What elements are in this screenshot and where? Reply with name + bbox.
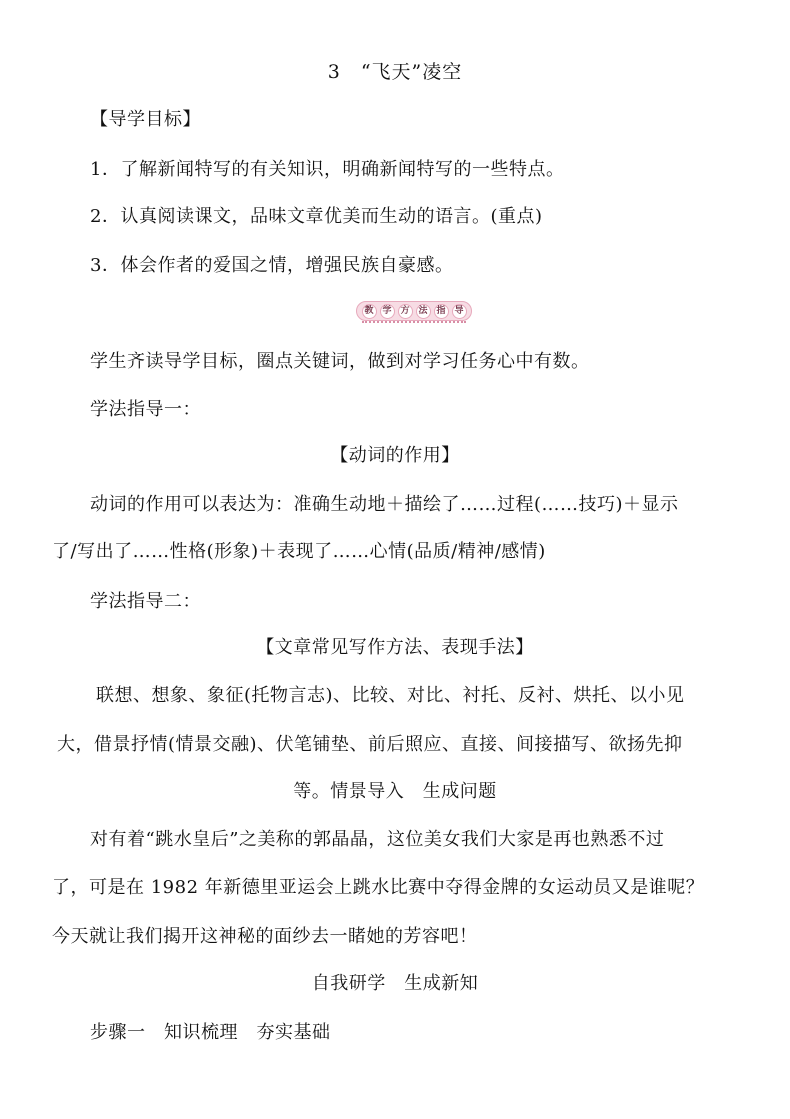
badge-char: 方 <box>398 304 413 319</box>
page-title: 3 “飞天”凌空 <box>327 61 463 83</box>
goal-item-3: 3．体会作者的爱国之情，增强民族自豪感。 <box>90 255 454 276</box>
teaching-method-badge <box>356 301 472 321</box>
method-1-label: 学法指导一： <box>90 399 201 420</box>
intro-line-3: 今天就让我们揭开这神秘的面纱去一睹她的芳容吧！ <box>52 926 478 947</box>
intro-line-1: 对有着“跳水皇后”之美称的郭晶晶，这位美女我们大家是再也熟悉不过 <box>90 829 665 850</box>
badge-char: 学 <box>380 304 395 319</box>
method-1-heading: 【动词的作用】 <box>330 445 460 466</box>
self-study-heading: 自我研学 生成新知 <box>311 973 479 994</box>
badge-underline <box>362 321 466 323</box>
badge-char: 教 <box>362 304 377 319</box>
step-1-heading: 步骤一 知识梳理 夯实基础 <box>90 1022 331 1043</box>
method-1-line-2: 了/写出了……性格(形象)＋表现了……心情(品质/精神/感情) <box>52 541 546 562</box>
badge-char: 法 <box>416 304 431 319</box>
badge-char: 导 <box>452 304 467 319</box>
method-2-label: 学法指导二： <box>90 591 201 612</box>
goal-item-1: 1．了解新闻特写的有关知识，明确新闻特写的一些特点。 <box>90 159 565 180</box>
goal-item-2: 2．认真阅读课文，品味文章优美而生动的语言。(重点) <box>90 206 543 227</box>
intro-line-2: 了，可是在 1982 年新德里亚运会上跳水比赛中夺得金牌的女运动员又是谁呢？ <box>52 877 705 898</box>
method-2-heading: 【文章常见写作方法、表现手法】 <box>256 637 534 658</box>
method-2-line-3: 等。情景导入 生成问题 <box>293 781 497 802</box>
method-2-line-2: 大，借景抒情(情景交融)、伏笔铺垫、前后照应、直接、间接描写、欲扬先抑 <box>57 734 683 755</box>
section-goals-heading: 【导学目标】 <box>90 109 201 130</box>
badge-char: 指 <box>434 304 449 319</box>
method-1-line-1: 动词的作用可以表达为：准确生动地＋描绘了……过程(……技巧)＋显示 <box>90 494 679 515</box>
guide-text: 学生齐读导学目标，圈点关键词，做到对学习任务心中有数。 <box>90 351 590 372</box>
method-2-line-1: 联想、想象、象征(托物言志)、比较、对比、衬托、反衬、烘托、以小见 <box>96 685 685 706</box>
